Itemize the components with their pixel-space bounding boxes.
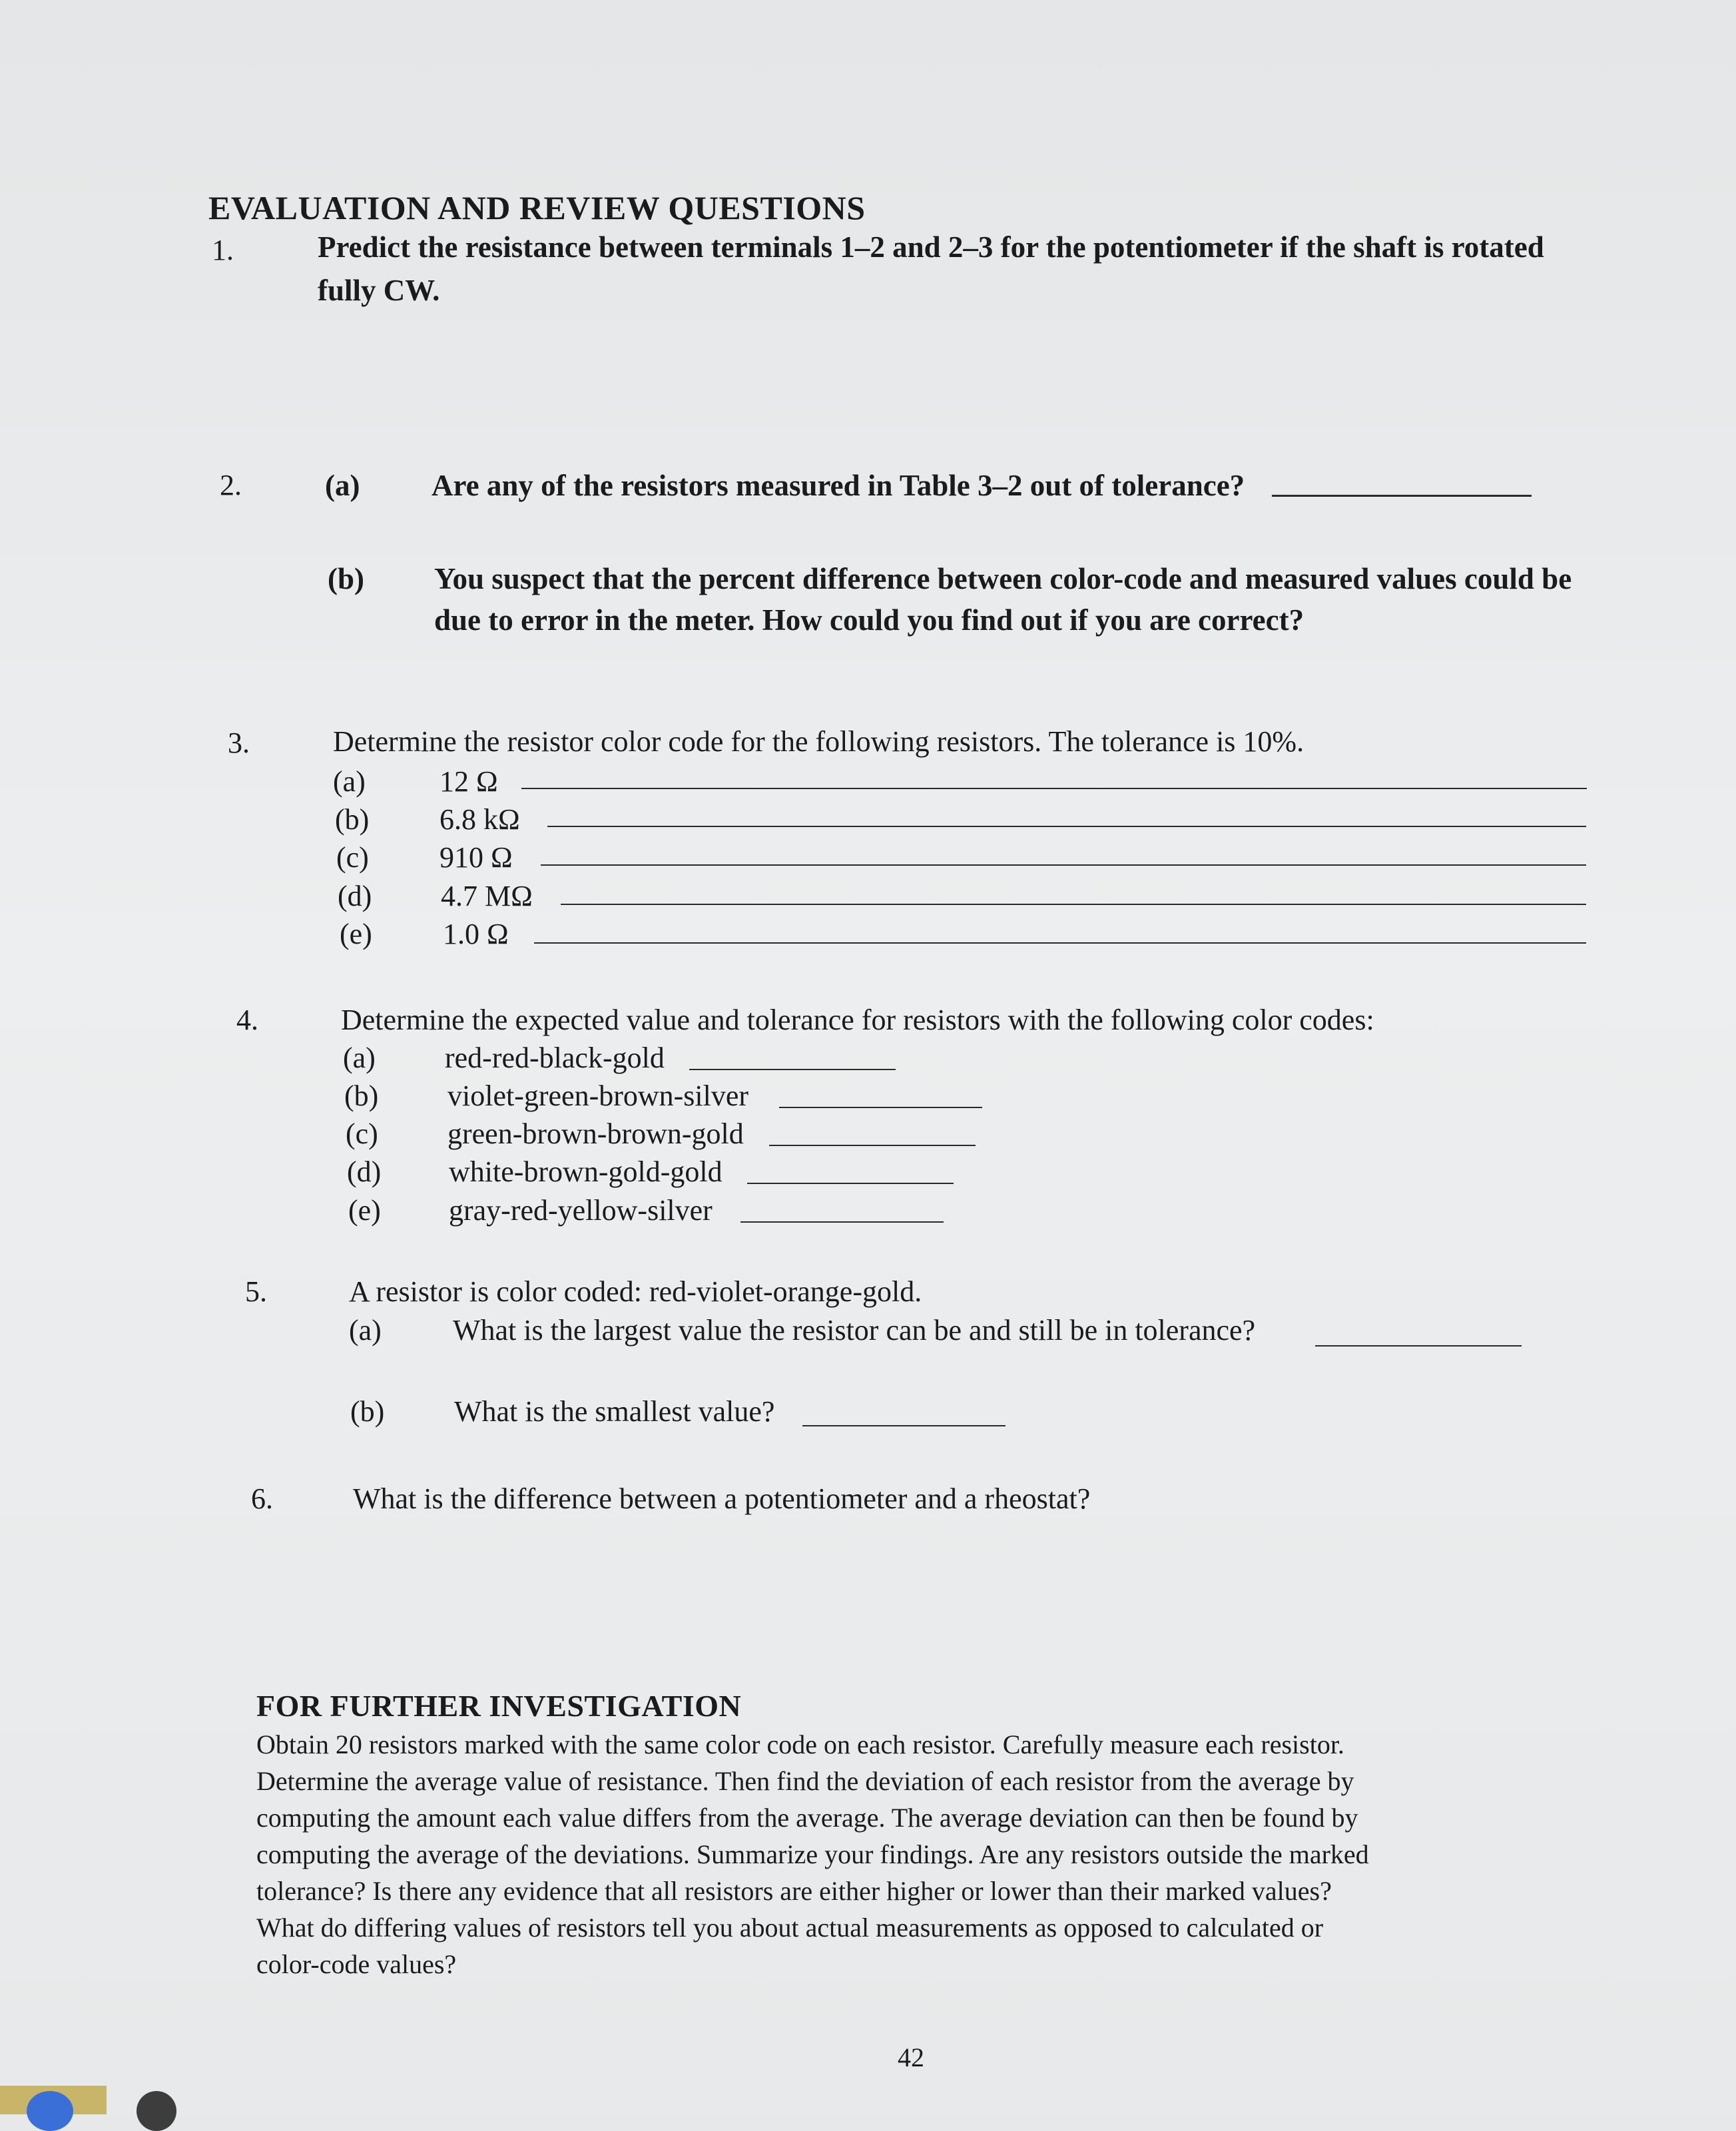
blue-circle-icon [27,2091,73,2131]
q3a-value: 12 Ω [439,765,498,798]
paragraph-line: computing the average of the deviations. Summarize your findings. Are any resistors outside the marked [256,1839,1369,1869]
q3d-answer-blank[interactable] [561,904,1586,905]
page-number: 42 [898,2042,924,2072]
q3e-value: 1.0 Ω [443,918,509,950]
q6-number: 6. [251,1482,273,1515]
q2a-text: Are any of the resistors measured in Table 3–2 out of tolerance? [432,469,1245,502]
q3a-label: (a) [333,765,366,798]
q3c-value: 910 Ω [439,841,513,874]
q4d-answer-blank[interactable] [747,1183,954,1184]
q1-number: 1. [212,234,234,266]
paragraph-line: color-code values? [256,1949,457,1979]
q4b-label: (b) [344,1079,379,1112]
paragraph-line: computing the amount each value differs from the average. The average deviation can then be found by [256,1803,1358,1833]
further-investigation-paragraph [256,1726,1562,1982]
q3c-answer-blank[interactable] [541,864,1586,866]
q5a-label: (a) [349,1314,382,1347]
q5-text: A resistor is color coded: red-violet-orange-gold. [349,1275,922,1308]
q2b-text-line2: due to error in the meter. How could you find out if you are correct? [434,603,1304,637]
q3e-answer-blank[interactable] [534,942,1586,944]
q5b-label: (b) [350,1395,385,1428]
q4d-value: white-brown-gold-gold [449,1155,723,1188]
q4c-value: green-brown-brown-gold [447,1117,744,1150]
paragraph-line: Obtain 20 resistors marked with the same color code on each resistor. Carefully measure each resistor. [256,1729,1344,1759]
q3-text: Determine the resistor color code for the following resistors. The tolerance is 10%. [333,725,1304,758]
q4e-answer-blank[interactable] [740,1221,944,1223]
q3a-answer-blank[interactable] [521,788,1587,789]
paragraph-line: What do differing values of resistors tell you about actual measurements as opposed to calculated or [256,1913,1324,1943]
q4e-value: gray-red-yellow-silver [449,1194,713,1227]
q4a-value: red-red-black-gold [445,1042,665,1074]
q4c-answer-blank[interactable] [769,1145,976,1146]
q4c-label: (c) [346,1117,378,1150]
q5b-text: What is the smallest value? [454,1395,775,1428]
q6-text: What is the difference between a potentiometer and a rheostat? [353,1482,1091,1515]
q5a-text: What is the largest value the resistor can be and still be in tolerance? [453,1314,1256,1347]
q5b-answer-blank[interactable] [802,1425,1006,1426]
q3d-label: (d) [338,880,372,912]
q3b-value: 6.8 kΩ [439,803,520,836]
q4-text: Determine the expected value and tolerance for resistors with the following color codes: [341,1004,1374,1036]
paragraph-line: Determine the average value of resistance. Then find the deviation of each resistor from the average by [256,1766,1354,1796]
q2b-label: (b) [328,562,364,595]
q4b-value: violet-green-brown-silver [447,1079,749,1112]
q2a-answer-blank[interactable] [1272,495,1532,497]
q3b-answer-blank[interactable] [547,826,1586,827]
q2a-label: (a) [325,469,360,502]
q4e-label: (e) [348,1194,381,1227]
q4d-label: (d) [347,1155,382,1188]
q3e-label: (e) [340,918,372,950]
q5-number: 5. [245,1275,267,1308]
q4a-answer-blank[interactable] [689,1069,896,1070]
q3-number: 3. [228,727,250,759]
q4b-answer-blank[interactable] [779,1107,982,1108]
q3b-label: (b) [335,803,370,836]
paragraph-line: tolerance? Is there any evidence that all resistors are either higher or lower than their marked values? [256,1876,1332,1906]
further-investigation-heading: FOR FURTHER INVESTIGATION [256,1689,742,1723]
section-heading: EVALUATION AND REVIEW QUESTIONS [208,189,866,226]
q2b-text-line1: You suspect that the percent difference between color-code and measured values could be [434,562,1572,595]
q2-number: 2. [220,469,242,501]
q4-number: 4. [236,1004,258,1036]
q5a-answer-blank[interactable] [1315,1345,1522,1347]
q1-text-line2: fully CW. [318,274,440,307]
q4a-label: (a) [343,1042,376,1074]
dark-circle-icon [137,2091,176,2131]
q3d-value: 4.7 MΩ [441,880,533,912]
q3c-label: (c) [336,841,369,874]
q1-text-line1: Predict the resistance between terminals 1–2 and 2–3 for the potentiometer if the shaft is rotated [318,230,1544,264]
